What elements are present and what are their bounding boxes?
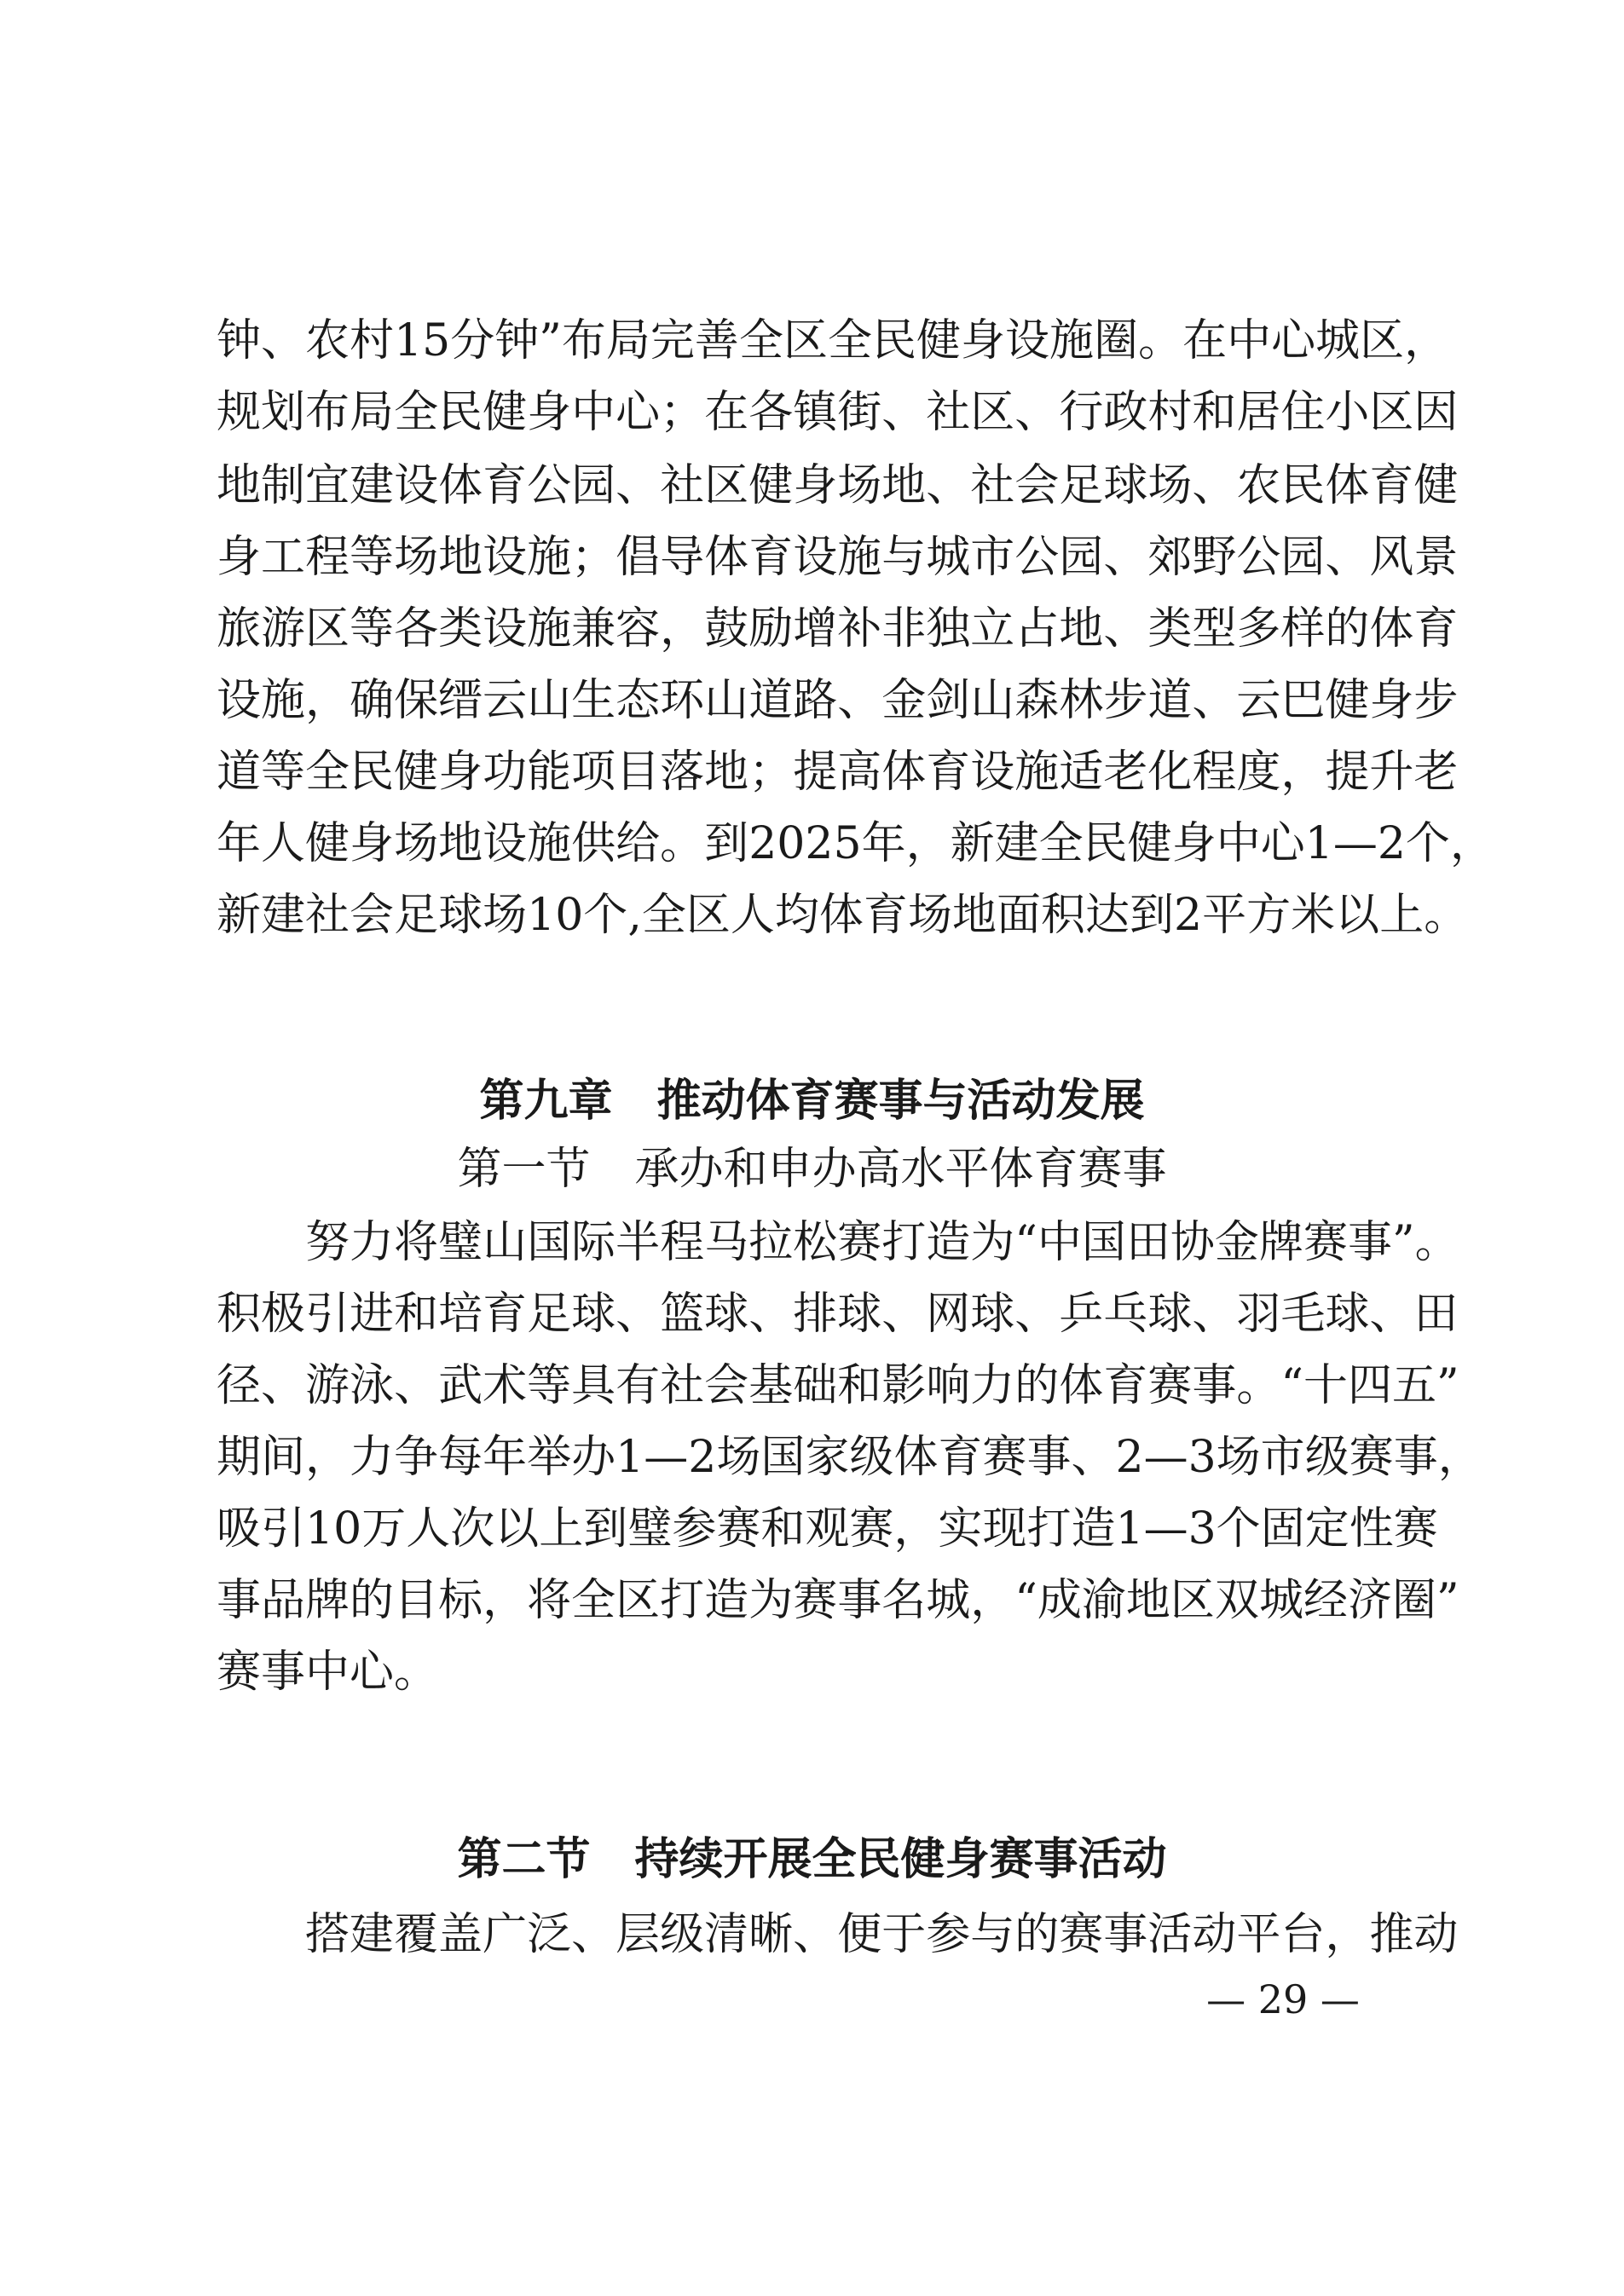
section-heading	[0, 1144, 1624, 1195]
paragraph-line: 设 施 ， 确 保 缙 云 山 生 态 环 山 道 路 、 金 剑 山 森 林 步 道 、 云 巴 健 身 步	[217, 675, 1459, 726]
paragraph-line: 赛事中心。	[217, 1647, 439, 1698]
paragraph-line: 旅 游 区 等 各 类 设 施 兼 容 ， 鼓 励 增 补 非 独 立 占 地 、 类 型 多 样 的 体 育	[217, 603, 1459, 655]
paragraph-line: 道 等 全 民 健 身 功 能 项 目 落 地 ； 提 高 体 育 设 施 适 老 化 程 度 ， 提 升 老	[217, 747, 1459, 798]
paragraph-line: 期 间 ， 力 争 每 年 举 办 1 — 2 场 国 家 级 体 育 赛 事 、 2 — 3 场 市 级 赛 事 ，	[217, 1432, 1482, 1483]
section-title: 承办和申办高水平体育赛事	[634, 1144, 1167, 1195]
section-title: 持续开展全民健身赛事活动	[634, 1834, 1167, 1885]
paragraph-line: 地 制 宜 建 设 体 育 公 园 、 社 区 健 身 场 地 、 社 会 足 球 场 、 农 民 体 育 健	[217, 460, 1459, 511]
paragraph-line: 积 极 引 进 和 培 育 足 球 、 篮 球 、 排 球 、 网 球 、 乒 乓 球 、 羽 毛 球 、 田	[217, 1289, 1459, 1340]
section-number: 第一节	[457, 1144, 591, 1195]
paragraph-line: 身 工 程 等 场 地 设 施 ； 倡 导 体 育 设 施 与 城 市 公 园 、 郊 野 公 园 、 风 景	[217, 532, 1459, 583]
section-heading	[0, 1834, 1624, 1885]
paragraph-line: 吸 引 1 0 万 人 次 以 上 到 璧 参 赛 和 观 赛 ， 实 现 打 造 1 — 3 个 固 定 性 赛	[217, 1503, 1438, 1555]
chapter-number: 第九章	[479, 1076, 613, 1127]
paragraph-line: 钟 、 农 村 1 5 分 钟 ” 布 局 完 善 全 区 全 民 健 身 设 施 圈 。 在 中 心 城 区 ，	[217, 315, 1449, 366]
paragraph-line: 搭 建 覆 盖 广 泛 、 层 级 清 晰 、 便 于 参 与 的 赛 事 活 动 平 台 ， 推 动	[305, 1909, 1459, 1960]
chapter-title: 推动体育赛事与活动发展	[656, 1076, 1145, 1127]
paragraph-line: 规 划 布 局 全 民 健 身 中 心 ； 在 各 镇 街 、 社 区 、 行 政 村 和 居 住 小 区 因	[217, 387, 1459, 438]
paragraph-line: 事 品 牌 的 目 标 ， 将 全 区 打 造 为 赛 事 名 城 ， “ 成 渝 地 区 双 城 经 济 圈 ”	[217, 1575, 1459, 1626]
paragraph-line: 年 人 健 身 场 地 设 施 供 给 。 到 2 0 2 5 年 ， 新 建 全 民 健 身 中 心 1 — 2 个 ，	[217, 818, 1494, 869]
page-number: — 29 —	[1206, 1976, 1360, 2022]
paragraph-line: 径 、 游 泳 、 武 术 等 具 有 社 会 基 础 和 影 响 力 的 体 育 赛 事 。 “ 十 四 五 ”	[217, 1360, 1459, 1411]
section-number: 第二节	[457, 1834, 591, 1885]
paragraph-line: 努 力 将 璧 山 国 际 半 程 马 拉 松 赛 打 造 为 “ 中 国 田 协 金 牌 赛 事 ” 。	[305, 1217, 1459, 1268]
chapter-heading	[0, 1076, 1624, 1127]
paragraph-line: 新 建 社 会 足 球 场 1 0 个 , 全 区 人 均 体 育 场 地 面 积 达 到 2 平 方 米 以 上 。	[217, 890, 1469, 941]
